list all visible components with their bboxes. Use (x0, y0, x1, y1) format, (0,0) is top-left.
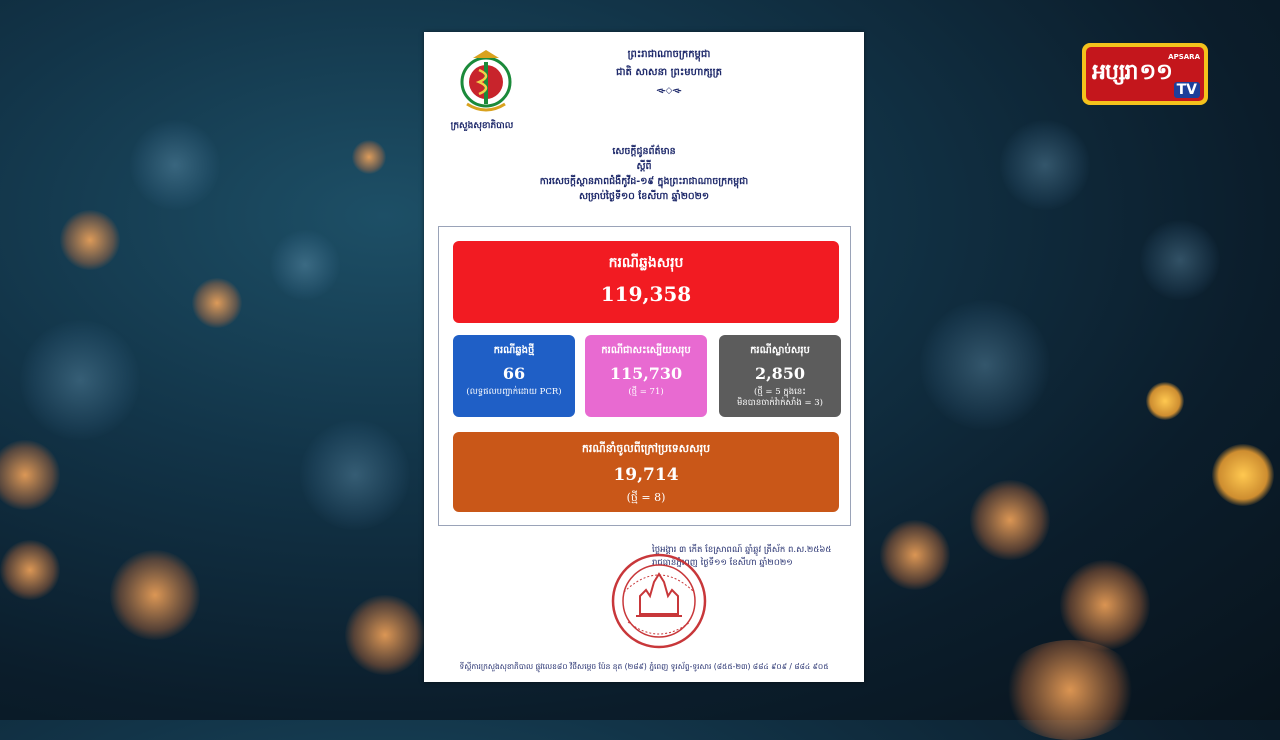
ministry-name: ក្រសួងសុខាភិបាល (450, 121, 514, 131)
deaths-note-line-2: មិនបានចាក់វ៉ាក់សាំង = 3) (737, 398, 823, 408)
statistics-panel (438, 226, 851, 526)
kingdom-ornament: ᯐ◇ᯐ (656, 86, 682, 96)
title-line-1: សេចក្តីជូនព័ត៌មាន (612, 146, 676, 157)
deaths-label: ករណីស្លាប់សរុប (750, 345, 810, 356)
total-cases-card (453, 241, 839, 323)
imported-cases-note: (ថ្មី = 8) (626, 491, 666, 504)
lunar-date: ថ្ងៃអង្គារ ៣ កើត ខែស្រាពណ៍ ឆ្នាំឆ្លូវ ត្រីស័ក ព.ស.២៥៦៥ (652, 545, 832, 555)
deaths-value: 2,850 (754, 364, 806, 383)
gregorian-date: រាជធានីភ្នំពេញ ថ្ងៃទី១១ ខែសីហា ឆ្នាំ២០២១ (652, 558, 793, 568)
channel-logo (1082, 43, 1208, 105)
new-cases-card (453, 335, 575, 417)
document-title (464, 144, 824, 204)
kingdom-line-2: ជាតិ សាសនា ព្រះមហាក្សត្រ (616, 67, 722, 78)
ministry-seal-stamp (610, 552, 708, 650)
deaths-note (719, 387, 841, 409)
total-cases-value: 119,358 (600, 282, 692, 306)
deaths-card (719, 335, 841, 417)
logo-khmer-text: អប្សរា (1092, 60, 1138, 85)
imported-cases-value: 19,714 (613, 465, 679, 485)
logo-small-text: APSARA (1168, 53, 1200, 61)
kingdom-header (564, 46, 774, 100)
recovered-card (585, 335, 707, 417)
logo-tv-badge: TV (1174, 82, 1200, 98)
recovered-note: (ថ្មី = 71) (628, 387, 664, 397)
new-cases-label: ករណីឆ្លងថ្មី (493, 345, 535, 356)
new-cases-note: (លទ្ធផលបញ្ជាក់ដោយ PCR) (466, 387, 562, 397)
deaths-note-line-1: (ថ្មី = 5 ក្នុងនេះ (754, 387, 806, 397)
recovered-value: 115,730 (609, 364, 683, 383)
recovered-label: ករណីជាសះស្បើយសរុប (601, 345, 691, 356)
imported-cases-label: ករណីនាំចូលពីក្រៅប្រទេសសរុប (581, 442, 711, 455)
total-cases-label: ករណីឆ្លងសរុប (608, 255, 684, 271)
document-footer: ទីស្តីការក្រសួងសុខាភិបាល ផ្លូវលេខ៨០ វិថីសម្តេច ប៉ែន នុត (២៨៩) ភ្នំពេញ ទូរស័ព្ទ-ទូរសារ (៨៥៥-២៣) ៨៨៤ ៩០៩ / ៨៨៤ ៩០៥ (459, 662, 829, 671)
logo-number: ១១ (1139, 60, 1173, 85)
press-release-document (424, 32, 864, 682)
imported-cases-card (453, 432, 839, 512)
kingdom-line-1: ព្រះរាជាណាចក្រកម្ពុជា (627, 49, 711, 60)
title-line-3: ការសេចក្តីស្ថានភាពជំងឺកូវីដ-១៩ ក្នុងព្រះរាជាណាចក្រកម្ពុជា (539, 176, 749, 187)
ministry-emblem-icon (459, 48, 513, 118)
new-cases-value: 66 (502, 364, 526, 383)
title-line-2: ស្តីពី (636, 161, 652, 172)
title-line-4: សម្រាប់ថ្ងៃទី១០ ខែសីហា ឆ្នាំ២០២១ (578, 191, 710, 202)
